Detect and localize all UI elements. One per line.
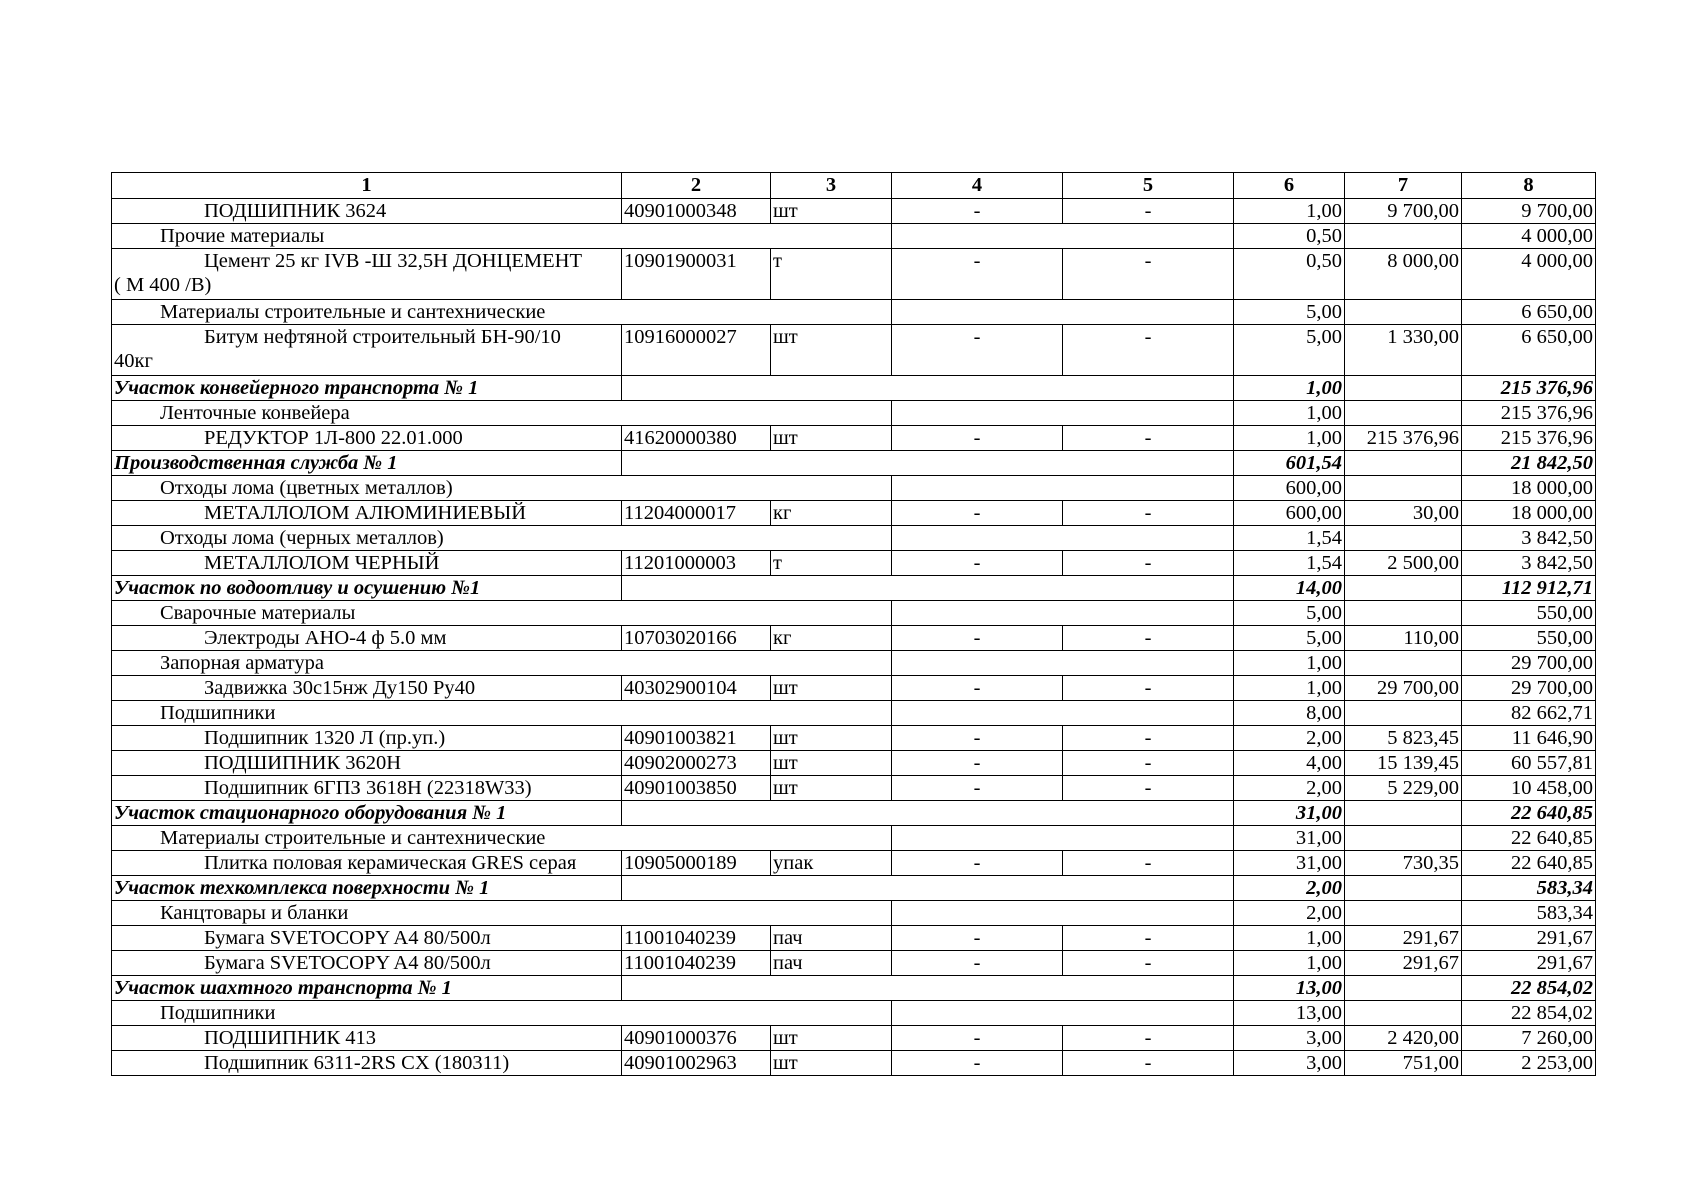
empty-cell [892,901,1234,926]
item-sum: 60 557,81 [1462,751,1596,776]
item-code: 40902000273 [622,751,771,776]
item-row [112,426,1596,451]
item-price: 9 700,00 [1345,199,1462,224]
empty-cell [1345,876,1462,901]
item-name [112,951,622,976]
item-col5: - [1063,751,1234,776]
group-qty: 1,00 [1234,401,1345,426]
empty-cell [1345,826,1462,851]
empty-cell [892,401,1234,426]
item-unit: шт [771,199,892,224]
group-name: Материалы строительные и сантехнические [112,826,892,851]
section-qty: 31,00 [1234,801,1345,826]
item-price: 730,35 [1345,851,1462,876]
item-price: 751,00 [1345,1051,1462,1076]
item-qty: 2,00 [1234,726,1345,751]
item-col4: - [892,199,1063,224]
item-code: 11201000003 [622,551,771,576]
empty-cell [892,300,1234,325]
item-name-text: МЕТАЛЛОЛОМ АЛЮМИНИЕВЫЙ [204,502,527,524]
item-col4: - [892,726,1063,751]
item-qty: 2,00 [1234,776,1345,801]
item-name-text: Бумага SVETOCOPY A4 80/500л [204,927,491,949]
header-row [112,173,1596,199]
item-code: 10703020166 [622,626,771,651]
empty-cell [1345,701,1462,726]
group-name: Отходы лома (цветных металлов) [112,476,892,501]
group-row [112,1001,1596,1026]
item-col4: - [892,249,1063,300]
empty-cell [1345,1001,1462,1026]
group-sum: 4 000,00 [1462,224,1596,249]
item-name [112,726,622,751]
item-price: 2 500,00 [1345,551,1462,576]
item-row [112,626,1596,651]
item-qty: 31,00 [1234,851,1345,876]
item-col4: - [892,951,1063,976]
item-unit: шт [771,1026,892,1051]
item-name-continuation: 40кг [114,350,153,372]
empty-cell [1345,476,1462,501]
item-price: 5 229,00 [1345,776,1462,801]
item-name-text: Цемент 25 кг IVB -Ш 32,5Н ДОНЦЕМЕНТ [204,250,583,272]
item-sum: 3 842,50 [1462,551,1596,576]
item-sum: 11 646,90 [1462,726,1596,751]
group-name: Подшипники [112,1001,892,1026]
item-unit: шт [771,776,892,801]
item-sum: 7 260,00 [1462,1026,1596,1051]
item-qty: 1,00 [1234,426,1345,451]
item-code: 11204000017 [622,501,771,526]
empty-cell [1345,576,1462,601]
item-price: 291,67 [1345,926,1462,951]
empty-cell [892,526,1234,551]
section-qty: 2,00 [1234,876,1345,901]
item-sum: 215 376,96 [1462,426,1596,451]
group-name: Запорная арматура [112,651,892,676]
empty-cell [892,224,1234,249]
item-price: 8 000,00 [1345,249,1462,300]
item-code: 40901003850 [622,776,771,801]
item-col5: - [1063,776,1234,801]
column-header: 3 [771,173,892,199]
group-qty: 2,00 [1234,901,1345,926]
section-sum: 112 912,71 [1462,576,1596,601]
section-qty: 601,54 [1234,451,1345,476]
section-name: Участок конвейерного транспорта № 1 [112,376,622,401]
item-col5: - [1063,851,1234,876]
item-col4: - [892,776,1063,801]
item-col4: - [892,851,1063,876]
empty-cell [622,801,1234,826]
item-name-text: ПОДШИПНИК 3620Н [204,752,402,774]
empty-cell [622,376,1234,401]
item-price: 15 139,45 [1345,751,1462,776]
item-name-text: Подшипник 1320 Л (пр.уп.) [204,727,446,749]
empty-cell [892,476,1234,501]
group-sum: 3 842,50 [1462,526,1596,551]
item-name-text: МЕТАЛЛОЛОМ ЧЕРНЫЙ [204,552,440,574]
item-price: 2 420,00 [1345,1026,1462,1051]
item-unit: пач [771,951,892,976]
empty-cell [1345,224,1462,249]
section-sum: 22 854,02 [1462,976,1596,1001]
item-name [112,551,622,576]
item-row [112,501,1596,526]
item-row [112,926,1596,951]
empty-cell [1345,451,1462,476]
group-name: Отходы лома (черных металлов) [112,526,892,551]
item-unit: кг [771,501,892,526]
group-row [112,826,1596,851]
item-sum: 22 640,85 [1462,851,1596,876]
item-name-text: Плитка половая керамическая GRES серая [204,852,577,874]
item-name-text: ПОДШИПНИК 3624 [204,200,387,222]
group-row [112,526,1596,551]
item-col4: - [892,426,1063,451]
item-col4: - [892,325,1063,376]
section-row [112,976,1596,1001]
section-name: Участок техкомплекса поверхности № 1 [112,876,622,901]
group-sum: 550,00 [1462,601,1596,626]
empty-cell [892,651,1234,676]
item-code: 10916000027 [622,325,771,376]
item-row [112,776,1596,801]
group-sum: 22 640,85 [1462,826,1596,851]
item-name [112,501,622,526]
group-name: Подшипники [112,701,892,726]
item-code: 11001040239 [622,926,771,951]
item-col5: - [1063,501,1234,526]
column-header: 4 [892,173,1063,199]
item-qty: 5,00 [1234,325,1345,376]
item-unit: шт [771,426,892,451]
group-sum: 22 854,02 [1462,1001,1596,1026]
item-row [112,325,1596,376]
item-row [112,199,1596,224]
item-row [112,951,1596,976]
group-qty: 8,00 [1234,701,1345,726]
empty-cell [1345,601,1462,626]
item-row [112,249,1596,300]
item-qty: 0,50 [1234,249,1345,300]
item-name [112,851,622,876]
item-sum: 291,67 [1462,951,1596,976]
empty-cell [622,976,1234,1001]
group-qty: 5,00 [1234,300,1345,325]
empty-cell [892,1001,1234,1026]
item-price: 291,67 [1345,951,1462,976]
empty-cell [892,701,1234,726]
item-sum: 550,00 [1462,626,1596,651]
item-name-text: Подшипник 6ГПЗ 3618Н (22318W33) [204,777,532,799]
item-sum: 18 000,00 [1462,501,1596,526]
item-sum: 6 650,00 [1462,325,1596,376]
item-qty: 1,00 [1234,951,1345,976]
item-qty: 4,00 [1234,751,1345,776]
item-col5: - [1063,951,1234,976]
item-col4: - [892,1026,1063,1051]
section-sum: 22 640,85 [1462,801,1596,826]
group-name: Канцтовары и бланки [112,901,892,926]
item-name-text: ПОДШИПНИК 413 [204,1027,377,1049]
item-name [112,776,622,801]
item-qty: 600,00 [1234,501,1345,526]
item-sum: 29 700,00 [1462,676,1596,701]
item-row [112,551,1596,576]
empty-cell [1345,651,1462,676]
empty-cell [1345,801,1462,826]
item-row [112,726,1596,751]
group-qty: 0,50 [1234,224,1345,249]
item-name [112,249,622,300]
group-name: Ленточные конвейера [112,401,892,426]
item-name-text: Битум нефтяной строительный БН-90/10 [204,326,561,348]
item-sum: 9 700,00 [1462,199,1596,224]
item-qty: 1,00 [1234,199,1345,224]
item-col5: - [1063,426,1234,451]
item-col4: - [892,926,1063,951]
group-row [112,401,1596,426]
group-name: Сварочные материалы [112,601,892,626]
item-qty: 1,00 [1234,926,1345,951]
section-name: Участок шахтного транспорта № 1 [112,976,622,1001]
group-qty: 1,00 [1234,651,1345,676]
item-col5: - [1063,626,1234,651]
item-qty: 3,00 [1234,1026,1345,1051]
group-qty: 600,00 [1234,476,1345,501]
item-name-text: Бумага SVETOCOPY A4 80/500л [204,952,491,974]
item-unit: упак [771,851,892,876]
item-code: 40901002963 [622,1051,771,1076]
item-name [112,926,622,951]
section-row [112,451,1596,476]
item-qty: 1,54 [1234,551,1345,576]
group-qty: 1,54 [1234,526,1345,551]
column-header: 8 [1462,173,1596,199]
empty-cell [1345,526,1462,551]
item-row [112,1051,1596,1076]
item-col5: - [1063,1051,1234,1076]
item-price: 1 330,00 [1345,325,1462,376]
item-name [112,1026,622,1051]
group-qty: 5,00 [1234,601,1345,626]
item-code: 40901000376 [622,1026,771,1051]
group-sum: 215 376,96 [1462,401,1596,426]
empty-cell [892,826,1234,851]
column-header: 1 [112,173,622,199]
item-name [112,325,622,376]
item-col4: - [892,751,1063,776]
item-name-text: Задвижка 30с15нж Ду150 Ру40 [204,677,476,699]
item-code: 40901000348 [622,199,771,224]
item-unit: т [771,249,892,300]
item-name [112,751,622,776]
item-code: 10905000189 [622,851,771,876]
section-row [112,876,1596,901]
item-unit: шт [771,325,892,376]
item-unit: т [771,551,892,576]
item-code: 10901900031 [622,249,771,300]
item-code: 11001040239 [622,951,771,976]
item-unit: шт [771,726,892,751]
item-unit: кг [771,626,892,651]
empty-cell [892,601,1234,626]
item-col4: - [892,626,1063,651]
item-sum: 10 458,00 [1462,776,1596,801]
item-row [112,676,1596,701]
item-name-text: Электроды АНО-4 ф 5.0 мм [204,627,447,649]
item-col4: - [892,551,1063,576]
section-qty: 1,00 [1234,376,1345,401]
section-name: Участок стационарного оборудования № 1 [112,801,622,826]
item-row [112,751,1596,776]
empty-cell [1345,976,1462,1001]
group-sum: 29 700,00 [1462,651,1596,676]
group-sum: 18 000,00 [1462,476,1596,501]
item-col5: - [1063,726,1234,751]
empty-cell [1345,376,1462,401]
item-row [112,1026,1596,1051]
item-col5: - [1063,926,1234,951]
column-header: 2 [622,173,771,199]
item-name [112,426,622,451]
item-price: 29 700,00 [1345,676,1462,701]
section-sum: 215 376,96 [1462,376,1596,401]
item-price: 110,00 [1345,626,1462,651]
item-unit: пач [771,926,892,951]
item-qty: 5,00 [1234,626,1345,651]
group-qty: 13,00 [1234,1001,1345,1026]
item-unit: шт [771,676,892,701]
group-name: Прочие материалы [112,224,892,249]
section-row [112,801,1596,826]
column-header: 7 [1345,173,1462,199]
item-sum: 291,67 [1462,926,1596,951]
group-row [112,601,1596,626]
item-unit: шт [771,751,892,776]
section-name: Участок по водоотливу и осушению №1 [112,576,622,601]
section-qty: 14,00 [1234,576,1345,601]
item-price: 5 823,45 [1345,726,1462,751]
section-qty: 13,00 [1234,976,1345,1001]
item-name [112,199,622,224]
empty-cell [622,876,1234,901]
group-row [112,701,1596,726]
item-col5: - [1063,1026,1234,1051]
group-sum: 6 650,00 [1462,300,1596,325]
item-qty: 1,00 [1234,676,1345,701]
item-col5: - [1063,551,1234,576]
item-name [112,676,622,701]
section-name: Производственная служба № 1 [112,451,622,476]
item-sum: 2 253,00 [1462,1051,1596,1076]
item-col5: - [1063,676,1234,701]
item-col5: - [1063,325,1234,376]
group-row [112,300,1596,325]
item-code: 40901003821 [622,726,771,751]
item-name [112,1051,622,1076]
item-col5: - [1063,199,1234,224]
group-sum: 583,34 [1462,901,1596,926]
empty-cell [1345,300,1462,325]
section-sum: 583,34 [1462,876,1596,901]
item-price: 215 376,96 [1345,426,1462,451]
item-name-text: Подшипник 6311-2RS CX (180311) [204,1052,510,1074]
group-qty: 31,00 [1234,826,1345,851]
section-sum: 21 842,50 [1462,451,1596,476]
column-header: 6 [1234,173,1345,199]
group-row [112,224,1596,249]
materials-table [111,172,1596,1076]
item-col4: - [892,1051,1063,1076]
item-code: 41620000380 [622,426,771,451]
item-sum: 4 000,00 [1462,249,1596,300]
group-row [112,901,1596,926]
item-col4: - [892,676,1063,701]
column-header: 5 [1063,173,1234,199]
table-body [112,173,1596,1076]
item-name-continuation: ( М 400 /В) [114,274,212,296]
section-row [112,376,1596,401]
group-sum: 82 662,71 [1462,701,1596,726]
item-name [112,626,622,651]
item-unit: шт [771,1051,892,1076]
group-name: Материалы строительные и сантехнические [112,300,892,325]
empty-cell [1345,901,1462,926]
item-col5: - [1063,249,1234,300]
section-row [112,576,1596,601]
empty-cell [1345,401,1462,426]
item-code: 40302900104 [622,676,771,701]
item-name-text: РЕДУКТОР 1Л-800 22.01.000 [204,427,463,449]
group-row [112,476,1596,501]
item-row [112,851,1596,876]
empty-cell [622,451,1234,476]
item-qty: 3,00 [1234,1051,1345,1076]
item-col4: - [892,501,1063,526]
group-row [112,651,1596,676]
item-price: 30,00 [1345,501,1462,526]
empty-cell [622,576,1234,601]
